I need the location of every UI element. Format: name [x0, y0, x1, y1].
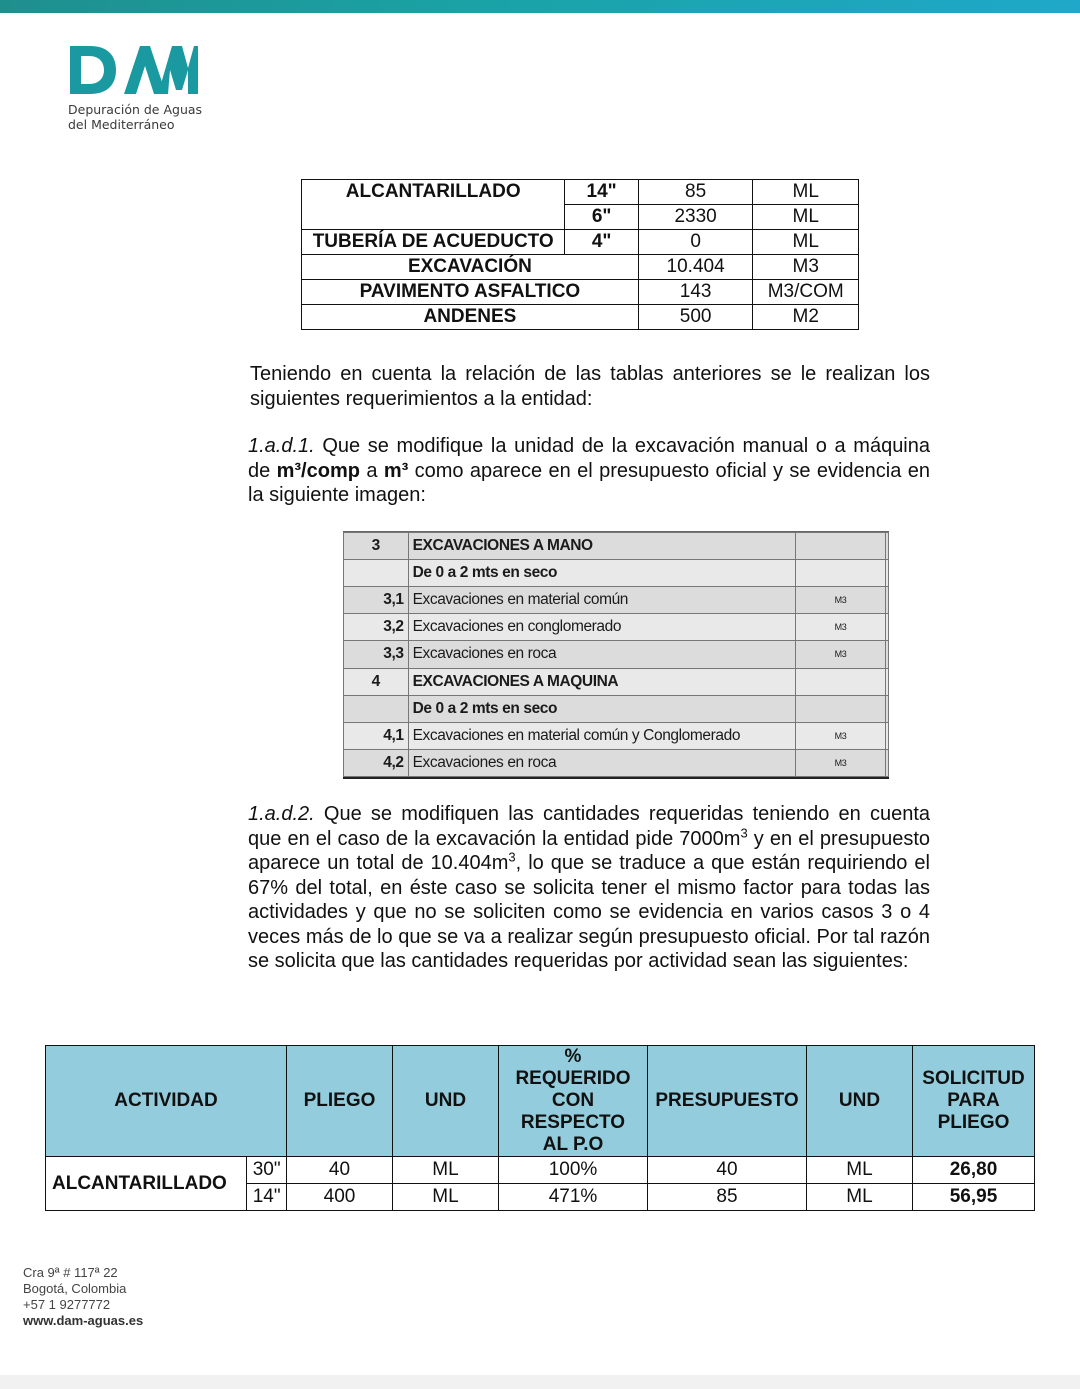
table-cell [885, 695, 888, 722]
table-row [302, 280, 859, 305]
table-cell [796, 533, 886, 560]
requirement-bold: m³ [383, 459, 409, 482]
table-cell: Excavaciones en roca [408, 749, 796, 776]
table-cell: ML [753, 230, 859, 255]
table-cell: TUBERÍA DE ACUEDUCTO [302, 230, 565, 255]
column-header: ACTIVIDAD [46, 1046, 287, 1157]
header-line: PARA [947, 1090, 1000, 1111]
table-cell: 10.404 [638, 255, 753, 280]
requested-quantities-table [45, 1045, 1035, 1211]
table-row [344, 695, 889, 722]
table-cell: EXCAVACIÓN [302, 255, 639, 280]
requirement-bold: m³/comp [276, 459, 360, 482]
table-cell [344, 560, 409, 587]
table-cell: PAVIMENTO ASFALTICO [302, 280, 639, 305]
table-header-row [46, 1046, 1035, 1157]
table-cell: M3 [796, 587, 886, 614]
table-cell: 3,1 [344, 587, 409, 614]
scanned-budget-image [343, 531, 889, 779]
requirement-1 [248, 434, 930, 508]
requirement-2 [248, 802, 930, 974]
table-cell: 4,2 [344, 749, 409, 776]
table-row [344, 587, 889, 614]
logo-subtitle-line1: Depuración de Aguas [68, 102, 203, 117]
table-cell: 30" [247, 1157, 287, 1184]
logo-subtitle-line2: del Mediterráneo [68, 117, 175, 132]
company-logo [68, 44, 218, 132]
table-cell [885, 722, 888, 749]
requirement-text: , lo que se traduce a que están requiriendo el 67% del total, en éste caso se solicita tener el mismo factor para todas las actividades y que no se soliciten como se evidencia en varios casos 3 o 4 veces más de lo que se va a realizar según presupuesto oficial. Por tal razón se solicita que las cantidades requeridas por actividad sean las siguientes: [248, 852, 930, 972]
superscript: 3 [508, 849, 516, 865]
table-cell: 500 [638, 305, 753, 330]
table-row [302, 230, 859, 255]
table-row [344, 668, 889, 695]
footer-address [23, 1265, 143, 1329]
table-cell [796, 668, 886, 695]
table-cell: 14" [247, 1184, 287, 1211]
table-cell: M3 [796, 749, 886, 776]
header-line: AL P.O [542, 1134, 604, 1155]
table-cell [885, 560, 888, 587]
superscript: 3 [740, 824, 748, 840]
table-cell: De 0 a 2 mts en seco [408, 695, 796, 722]
table-cell: 2330 [638, 205, 753, 230]
table-cell: 40 [648, 1157, 807, 1184]
website-link[interactable]: www.dam-aguas.es [23, 1313, 144, 1328]
header-line: PLIEGO [937, 1112, 1010, 1133]
table-cell [885, 614, 888, 641]
table-cell [885, 641, 888, 668]
column-header: PLIEGO [287, 1046, 393, 1157]
table-cell: 85 [638, 180, 753, 205]
table-cell: 56,95 [913, 1184, 1035, 1211]
table-cell: ANDENES [302, 305, 639, 330]
table-cell [885, 668, 888, 695]
table-cell: Excavaciones en conglomerado [408, 614, 796, 641]
table-row [344, 560, 889, 587]
table-cell: 3,3 [344, 641, 409, 668]
table-cell: Excavaciones en material común y Conglomerado [408, 722, 796, 749]
column-header [499, 1046, 648, 1157]
footer-line: Cra 9ª # 117ª 22 [23, 1265, 118, 1280]
table-cell: 4 [344, 668, 409, 695]
intro-paragraph: Teniendo en cuenta la relación de las tablas anteriores se le realizan los siguientes requerimientos a la entidad: [250, 363, 930, 410]
table-cell: ML [807, 1184, 913, 1211]
table-cell: Excavaciones en roca [408, 641, 796, 668]
table-cell: M3 [796, 722, 886, 749]
table-cell [885, 587, 888, 614]
table-cell: 40 [287, 1157, 393, 1184]
table-row [344, 749, 889, 776]
table-cell: ALCANTARILLADO [46, 1157, 247, 1211]
column-header: UND [807, 1046, 913, 1157]
table-cell: ML [393, 1157, 499, 1184]
column-header: PRESUPUESTO [648, 1046, 807, 1157]
table-cell: M3/COM [753, 280, 859, 305]
table-row [302, 305, 859, 330]
header-line: SOLICITUD [922, 1068, 1025, 1089]
table-cell [796, 695, 886, 722]
table-cell: 26,80 [913, 1157, 1035, 1184]
header-line: RESPECTO [520, 1112, 626, 1133]
table-row [302, 255, 859, 280]
table-cell: 85 [648, 1184, 807, 1211]
quantities-table [301, 179, 859, 330]
table-row [46, 1157, 1035, 1184]
table-cell: 143 [638, 280, 753, 305]
table-cell: EXCAVACIONES A MANO [408, 533, 796, 560]
table-cell: ML [393, 1184, 499, 1211]
column-header: UND [393, 1046, 499, 1157]
table-cell: M3 [796, 614, 886, 641]
table-cell: 14" [565, 180, 638, 205]
table-cell [885, 749, 888, 776]
table-cell: M3 [796, 641, 886, 668]
requirement-number: 1.a.d.2. [248, 803, 315, 825]
table-cell: 4,1 [344, 722, 409, 749]
column-header [913, 1046, 1035, 1157]
requirement-text: Que se modifiquen las cantidades requeridas teniendo en cuenta que en el caso de la excavación la entidad pide 7000m [248, 803, 930, 850]
header-line: % [564, 1046, 582, 1067]
requirement-number: 1.a.d.1. [248, 435, 315, 457]
requirement-text: a [359, 459, 384, 482]
table-cell: 400 [287, 1184, 393, 1211]
requirement-text: Que se modifique la unidad de la excavación manual o a máquina de [248, 435, 930, 482]
table-cell: EXCAVACIONES A MAQUINA [408, 668, 796, 695]
table-cell: ALCANTARILLADO [302, 180, 565, 230]
requirement-text: como aparece en el presupuesto oficial y se evidencia en la siguiente imagen: [248, 459, 930, 506]
table-cell [344, 695, 409, 722]
footer-line: +57 1 9277772 [23, 1297, 111, 1312]
table-cell: Excavaciones en material común [408, 587, 796, 614]
table-cell: 100% [499, 1157, 648, 1184]
table-cell: ML [753, 180, 859, 205]
header-line: REQUERIDO [515, 1068, 631, 1089]
table-row [302, 180, 859, 205]
table-row [344, 533, 889, 560]
table-cell [796, 560, 886, 587]
bottom-bar [0, 1375, 1080, 1389]
dam-logo-mark [68, 44, 200, 96]
table-cell: 6" [565, 205, 638, 230]
table-cell [885, 533, 888, 560]
table-row [344, 614, 889, 641]
table-cell: M3 [753, 255, 859, 280]
footer-line: Bogotá, Colombia [23, 1281, 127, 1296]
table-cell: 0 [638, 230, 753, 255]
table-cell: 471% [499, 1184, 648, 1211]
table-cell: 3,2 [344, 614, 409, 641]
header-line: CON [551, 1090, 595, 1111]
table-row [344, 641, 889, 668]
table-cell: ML [807, 1157, 913, 1184]
table-cell: ML [753, 205, 859, 230]
top-accent-bar [0, 0, 1080, 13]
table-cell: 3 [344, 533, 409, 560]
table-row [344, 722, 889, 749]
requirement-text: y en el presupuesto aparece un total de 10.404m [248, 827, 930, 874]
table-cell: De 0 a 2 mts en seco [408, 560, 796, 587]
table-cell: 4" [565, 230, 638, 255]
table-cell: M2 [753, 305, 859, 330]
